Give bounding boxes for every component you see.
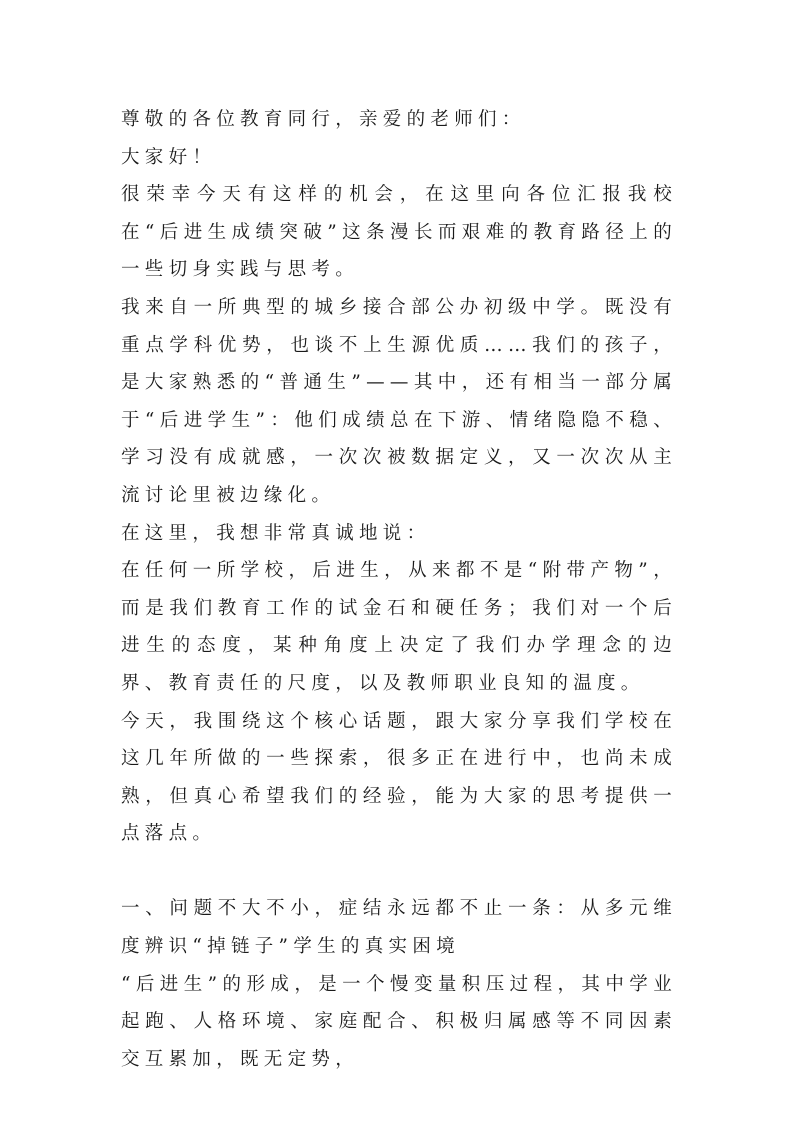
blank-line (121, 853, 677, 891)
sincere-statement-lead: 在这里，我想非常真诚地说： (121, 522, 431, 544)
section-body-paragraph: “后进生”的形成，是一个慢变量积压过程，其中学业起跑、人格环境、家庭配合、积极归属感等不同因素交互累加，既无定势， (121, 973, 677, 1070)
greeting: 大家好！ (121, 146, 217, 168)
school-background-paragraph: 我来自一所典型的城乡接合部公办初级中学。既没有重点学科优势，也谈不上生源优质……我们的孩子，是大家熟悉的“普通生”——其中，还有相当一部分属于“后进学生”：他们成绩总在下游、情绪隐隐不稳、学习没有成就感，一次次被数据定义，又一次次从主流讨论里被边缘化。 (121, 296, 677, 506)
core-belief-paragraph: 在任何一所学校，后进生，从来都不是“附带产物”，而是我们教育工作的试金石和硬任务；我们对一个后进生的态度，某种角度上决定了我们办学理念的边界、教育责任的尺度，以及教师职业良知的温度。 (121, 560, 677, 694)
salutation: 尊敬的各位教育同行，亲爱的老师们： (121, 109, 526, 130)
section-heading: 一、问题不大不小，症结永远都不止一条：从多元维度辨识“掉链子”学生的真实困境 (121, 898, 677, 958)
intro-paragraph: 很荣幸今天有这样的机会，在这里向各位汇报我校在“后进生成绩突破”这条漫长而艰难的教育路径上的一些切身实践与思考。 (121, 184, 677, 281)
topic-overview-paragraph: 今天，我围绕这个核心话题，跟大家分享我们学校在这几年所做的一些探索，很多正在进行中，也尚未成熟，但真心希望我们的经验，能为大家的思考提供一点落点。 (121, 710, 677, 845)
document-page (121, 101, 677, 1078)
